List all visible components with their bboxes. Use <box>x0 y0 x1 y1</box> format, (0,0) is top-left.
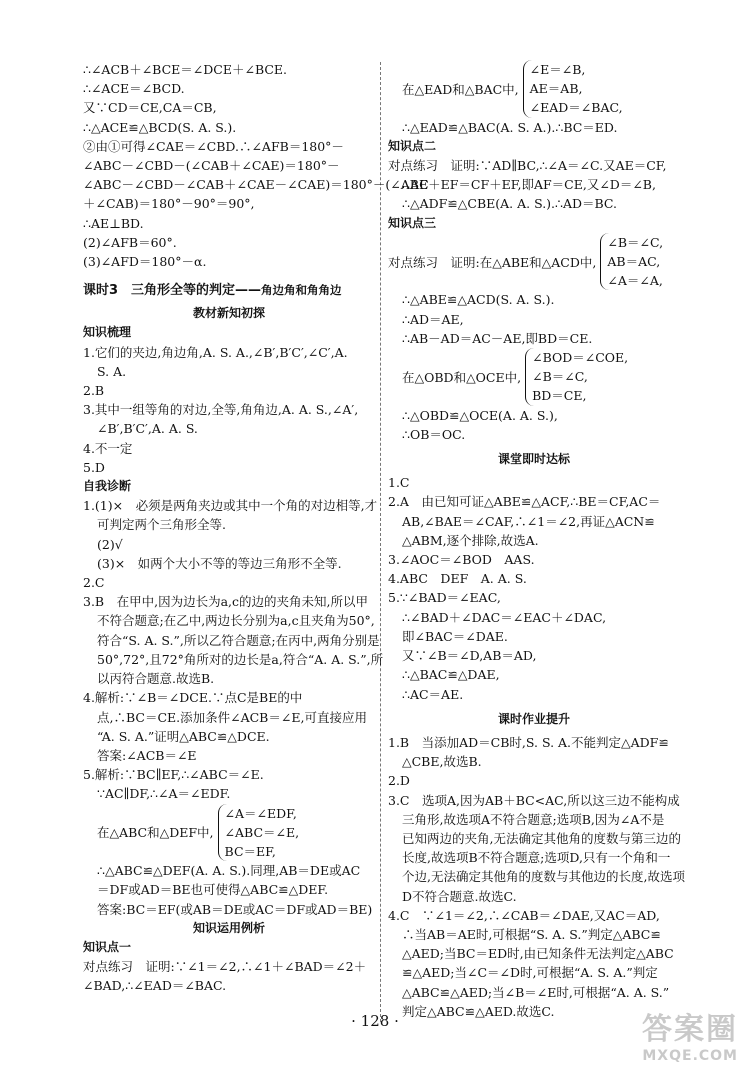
brace-row: ∠EAD＝∠BAC, <box>529 100 623 116</box>
text-line: ∠B′,B′C′,A. A. S. <box>97 421 198 437</box>
text-line: ∴∠ACE＝∠BCD. <box>83 81 185 97</box>
section-heading: 教材新知初探 <box>192 306 265 321</box>
text-line: ∴∠BAD＋∠DAC＝∠EAC＋∠DAC, <box>402 609 607 625</box>
text-line: 2.B <box>83 383 105 399</box>
text-line: 个边,无法确定其他角的度数与其他边的长度,故选项 <box>402 869 685 885</box>
text-line: 3.∠AOC＝∠BOD AAS. <box>388 552 535 568</box>
text-line: ∴AD＝AE, <box>402 311 464 327</box>
brace-body <box>525 348 628 406</box>
brace-row: AE＝AB, <box>529 81 583 97</box>
text-line: ∴AB－AD＝AC－AE,即BD＝CE. <box>402 330 593 346</box>
text-line: ∠BAD,∴∠EAD＝∠BAC. <box>83 978 227 994</box>
text-line: 对点练习 证明:∵AD∥BC,∴∠A＝∠C.又AE＝CF, <box>388 158 667 174</box>
text-line: (3)∠AFD＝180°－α. <box>83 254 207 270</box>
text-line: ∴△OBD≌△OCE(A. A. S.), <box>402 407 558 423</box>
text-line: 符合“S. A. S.”,所以乙符合题意;在丙中,两角分别是 <box>97 632 380 648</box>
subsection-heading: 知识点二 <box>388 138 437 153</box>
lesson-title <box>83 279 375 298</box>
text-line: (2)∠AFB＝60°. <box>83 234 177 250</box>
brace-prefix: 在△EAD和△BAC中, <box>402 81 519 97</box>
subsection-heading: 知识点一 <box>83 939 132 954</box>
brace-system <box>83 804 375 862</box>
brace-system <box>388 60 680 118</box>
brace-body <box>523 60 623 118</box>
text-line: ∴∠ACB＋∠BCE＝∠DCE＋∠BCE. <box>83 62 288 77</box>
text-line: 可判定两个三角形全等. <box>97 517 226 533</box>
text-line: 1.C <box>388 475 410 491</box>
text-line: 又∵∠B＝∠D,AB＝AD, <box>402 648 537 664</box>
text-line: 三角形,故选项A不符合题意;选项B,因为∠A不是 <box>402 811 665 827</box>
section-heading: 课时作业提升 <box>497 711 570 726</box>
brace-prefix: 在△OBD和△OCE中, <box>402 369 522 385</box>
lesson-title-main: 课时3 三角形全等的判定—— <box>83 283 262 299</box>
subsection-heading: 自我诊断 <box>83 479 132 494</box>
answer-line: 答案:∠ACB＝∠E <box>97 747 197 763</box>
section-heading: 课堂即时达标 <box>497 452 570 467</box>
text-line: “A. S. A.”证明△ABC≌△DCE. <box>97 728 270 744</box>
text-line: (3)× 如两个大小不等的等边三角形不全等. <box>97 555 342 571</box>
brace-system <box>388 348 680 406</box>
text-line: 3.C 选项A,因为AB＋BC<AC,所以这三边不能构成 <box>388 792 680 808</box>
text-line: 以丙符合题意.故选B. <box>97 671 215 687</box>
brace-row: ∠E＝∠B, <box>529 62 586 77</box>
text-line: 4.解析:∵∠B＝∠DCE.∵点C是BE的中 <box>83 690 303 706</box>
text-line: ≌△AED;当∠C＝∠D时,可根据“A. S. A.”判定 <box>402 965 658 981</box>
text-line: 5.∵∠BAD＝∠EAC, <box>388 590 501 606</box>
subsection-heading: 知识点三 <box>388 215 437 230</box>
text-line: 即∠BAC＝∠DAE. <box>402 628 508 644</box>
brace-prefix: 对点练习 证明:在△ABE和△ACD中, <box>388 254 597 270</box>
text-line: 对点练习 证明:∵∠1＝∠2,∴∠1＋∠BAD＝∠2＋ <box>83 959 367 975</box>
text-line: 1.B 当添加AD＝CB时,S. S. A.不能判定△ADF≌ <box>388 734 669 750</box>
text-line: ∴AC＝AE. <box>402 686 464 702</box>
text-line: ∠ABC－∠CBD－(∠CAB＋∠CAE)＝180°－ <box>83 158 340 174</box>
text-line: 4.C ∵∠1＝∠2,∴∠CAB＝∠DAE,又AC＝AD, <box>388 907 660 923</box>
text-line: △ABM,逐个排除,故选A. <box>402 532 539 548</box>
lesson-title-sub: 角边角和角角边 <box>261 283 342 298</box>
section-heading: 知识运用例析 <box>192 920 265 935</box>
text-line: 2.D <box>388 773 410 789</box>
brace-body <box>218 804 300 862</box>
text-line: 1.(1)× 必须是两角夹边或其中一个角的对边相等,才 <box>83 498 378 514</box>
text-line: AB,∠BAE＝∠CAF,∴∠1＝∠2,再证△ACN≌ <box>402 513 655 529</box>
text-line: ∴AE⊥BD. <box>83 215 144 231</box>
text-line: 4.ABC DEF A. A. S. <box>388 571 527 587</box>
brace-row: BD＝CE, <box>532 388 587 404</box>
watermark-url: MXQE.COM <box>642 1048 738 1064</box>
text-line: 判定△ABC≌△AED.故选C. <box>402 1003 555 1019</box>
text-line: 5.解析:∵BC∥EF,∴∠ABC＝∠E. <box>83 767 264 783</box>
text-line: ∠ABC－∠CBD－∠CAB＋∠CAE－∠CAE)＝180°－(∠ABC <box>83 177 429 193</box>
text-line: ②由①可得∠CAE＝∠CBD.∴∠AFB＝180°－ <box>83 138 344 154</box>
brace-row: ∠A＝∠EDF, <box>224 805 297 821</box>
text-line: △ABC≌△AED;当∠B＝∠E时,可根据“A. A. S.” <box>402 984 670 1000</box>
watermark-text: 答案圈 <box>642 1012 738 1047</box>
brace-row: AB＝AC, <box>607 254 661 270</box>
subsection-heading: 知识梳理 <box>83 325 132 340</box>
brace-row: ∠B＝∠C, <box>607 234 664 250</box>
text-line: ∵AC∥DF,∴∠A＝∠EDF. <box>97 786 231 802</box>
text-line: ∴AE＋EF＝CF＋EF,即AF＝CE,又∠D＝∠B, <box>402 177 656 193</box>
text-line: D不符合题意.故选C. <box>402 888 517 904</box>
page-number: · 128 · <box>351 1012 399 1030</box>
text-line: 已知两边的夹角,无法确定其他角的度数与第三边的 <box>402 830 681 846</box>
brace-prefix: 在△ABC和△DEF中, <box>97 825 214 841</box>
text-line: ＝DF或AD＝BE也可使得△ABC≌△DEF. <box>97 882 329 898</box>
text-line: 又∵CD＝CE,CA＝CB, <box>83 100 217 116</box>
answer-line: 答案:BC＝EF(或AB＝DE或AC＝DF或AD＝BE) <box>97 901 373 917</box>
text-line: ∴△EAD≌△BAC(A. S. A.).∴BC＝ED. <box>402 119 618 135</box>
text-line: ∴△ABE≌△ACD(S. A. S.). <box>402 292 555 308</box>
column-divider <box>380 62 381 1022</box>
text-line: ＋∠CAB)＝180°－90°＝90°, <box>83 196 255 212</box>
brace-row: ∠B＝∠C, <box>532 369 588 385</box>
right-column <box>388 60 685 1021</box>
text-line: 4.不一定 <box>83 440 133 456</box>
text-line: 长度,故选项B不符合题意;选项D,只有一个角和一 <box>402 850 671 866</box>
text-line: ∴△ADF≌△CBE(A. A. S.).∴AD＝BC. <box>402 196 618 212</box>
text-line: △AED;当BC＝ED时,由已知条件无法判定△ABC <box>402 946 674 962</box>
text-line: ∴当AB＝AE时,可根据“S. A. S.”判定△ABC≌ <box>402 926 661 942</box>
brace-body <box>600 233 663 291</box>
text-line: 2.A 由已知可证△ABE≌△ACF,∴BE＝CF,AC＝ <box>388 494 661 510</box>
text-line: △CBE,故选B. <box>402 754 482 770</box>
text-line: S. A. <box>97 363 127 379</box>
brace-row: ∠ABC＝∠E, <box>224 824 300 840</box>
brace-row: BC＝EF, <box>224 843 276 859</box>
text-line: ∴OB＝OC. <box>402 426 466 442</box>
text-line: 点,∴BC＝CE.添加条件∠ACB＝∠E,可直接应用 <box>97 709 367 725</box>
text-line: ∴△BAC≌△DAE, <box>402 667 500 683</box>
text-line: ∴△ACE≌△BCD(S. A. S.). <box>83 119 237 135</box>
text-line: 1.它们的夹边,角边角,A. S. A.,∠B′,B′C′,∠C′,A. <box>83 344 348 360</box>
text-line: 3.B 在甲中,因为边长为a,c的边的夹角未知,所以甲 <box>83 594 368 610</box>
text-line: (2)√ <box>97 536 123 552</box>
text-line: 50°,72°,且72°角所对的边长是a,符合“A. A. S.”,所 <box>97 651 384 667</box>
text-line: 5.D <box>83 459 105 475</box>
text-line: ∴△ABC≌△DEF(A. A. S.).同理,AB＝DE或AC <box>97 863 361 879</box>
text-line: 不符合题意;在乙中,两边长分别为a,c且夹角为50°, <box>97 613 375 629</box>
text-line: 3.其中一组等角的对边,全等,角角边,A. A. S.,∠A′, <box>83 402 359 418</box>
watermark-logo <box>642 1004 738 1064</box>
brace-row: ∠BOD＝∠COE, <box>532 350 629 366</box>
brace-row: ∠A＝∠A, <box>607 273 663 289</box>
text-line: 2.C <box>83 575 105 591</box>
brace-system <box>388 233 680 291</box>
